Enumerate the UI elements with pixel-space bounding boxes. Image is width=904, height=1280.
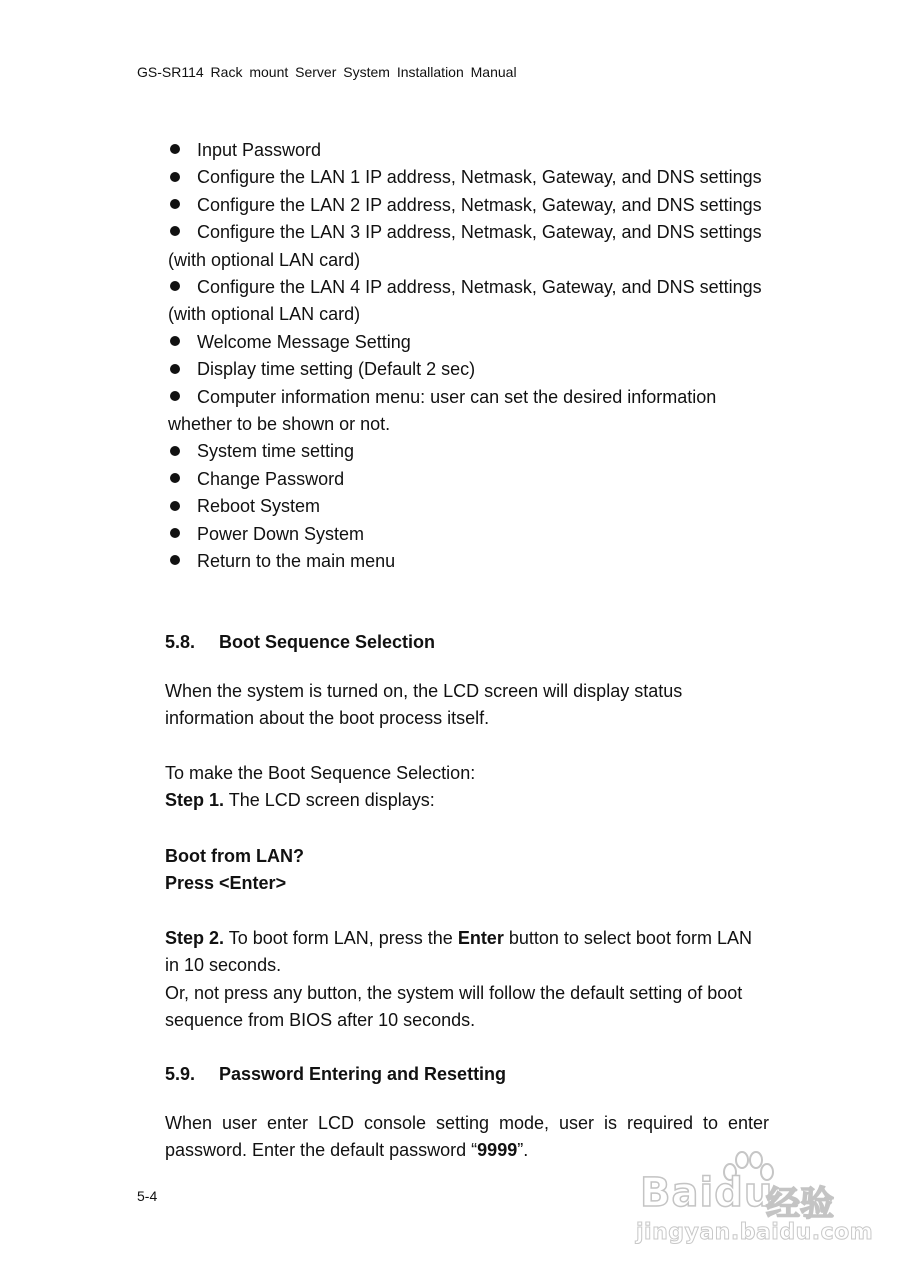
baidu-watermark <box>636 1148 874 1258</box>
bullet-dot-icon <box>170 226 180 236</box>
list-item-continuation: (with optional LAN card) <box>168 249 361 270</box>
boot-intro-paragraph: When the system is turned on, the LCD screen will display status information about the boot process itself. <box>165 681 683 729</box>
page-number: 5-4 <box>137 1188 158 1204</box>
page-header: GS-SR114 Rack mount Server System Installation Manual <box>137 64 517 80</box>
boot-step2-paragraph: Step 2. To boot form LAN, press the Enter button to select boot form LAN in 10 seconds. Or, not press any button, the system will follow the default setting of boot sequence from BIOS after 10 seconds. <box>165 928 752 1031</box>
step-label: Step 2. <box>165 928 225 948</box>
section-heading-boot-sequence <box>165 632 435 653</box>
default-password: 9999 <box>477 1140 518 1161</box>
list-item: Configure the LAN 1 IP address, Netmask, Gateway, and DNS settings <box>168 164 778 191</box>
bullet-dot-icon <box>170 281 180 291</box>
section-number: 5.9. <box>165 1064 196 1084</box>
list-item: Configure the LAN 3 IP address, Netmask, Gateway, and DNS settings <box>168 219 778 246</box>
boot-steps-lead: To make the Boot Sequence Selection: Step 1. The LCD screen displays: <box>165 763 476 811</box>
list-item: Display time setting (Default 2 sec) <box>168 356 778 383</box>
section-title: Password Entering and Resetting <box>219 1064 507 1084</box>
menu-options-list <box>168 137 778 576</box>
section-number: 5.8. <box>165 632 196 652</box>
list-item: Reboot System <box>168 493 778 520</box>
list-item-continuation: whether to be shown or not. <box>168 414 391 435</box>
step-label: Step 1. <box>165 790 225 811</box>
enter-key-label: Enter <box>457 928 504 948</box>
bullet-dot-icon <box>170 446 180 456</box>
bullet-dot-icon <box>170 501 180 511</box>
list-item: Configure the LAN 2 IP address, Netmask, Gateway, and DNS settings <box>168 192 778 219</box>
password-paragraph: When user enter LCD console setting mode, user is required to enter password. Enter the default password “9999”. <box>165 1113 769 1161</box>
bullet-dot-icon <box>170 199 180 209</box>
list-item: Return to the main menu <box>168 548 778 575</box>
bullet-dot-icon <box>170 336 180 346</box>
bullet-dot-icon <box>170 473 180 483</box>
list-item: Configure the LAN 4 IP address, Netmask, Gateway, and DNS settings <box>168 274 778 301</box>
watermark-brand: Baidu <box>640 1170 774 1216</box>
section-heading-password <box>165 1064 506 1085</box>
watermark-brand-cn: 经验 <box>766 1184 834 1224</box>
bullet-dot-icon <box>170 364 180 374</box>
list-item: System time setting <box>168 438 778 465</box>
bullet-dot-icon <box>170 528 180 538</box>
bullet-dot-icon <box>170 172 180 182</box>
list-item-continuation: (with optional LAN card) <box>168 304 361 325</box>
bullet-dot-icon <box>170 391 180 401</box>
list-item: Welcome Message Setting <box>168 329 778 356</box>
list-item: Input Password <box>168 137 778 164</box>
section-title: Boot Sequence Selection <box>219 632 436 652</box>
list-item: Change Password <box>168 466 778 493</box>
watermark-url: jingyan.baidu.com <box>636 1220 874 1245</box>
list-item: Power Down System <box>168 521 778 548</box>
list-item: Computer information menu: user can set the desired information <box>168 384 778 411</box>
lcd-display-text: Boot from LAN? Press <Enter> <box>165 846 304 894</box>
bullet-dot-icon <box>170 144 180 154</box>
bullet-dot-icon <box>170 555 180 565</box>
